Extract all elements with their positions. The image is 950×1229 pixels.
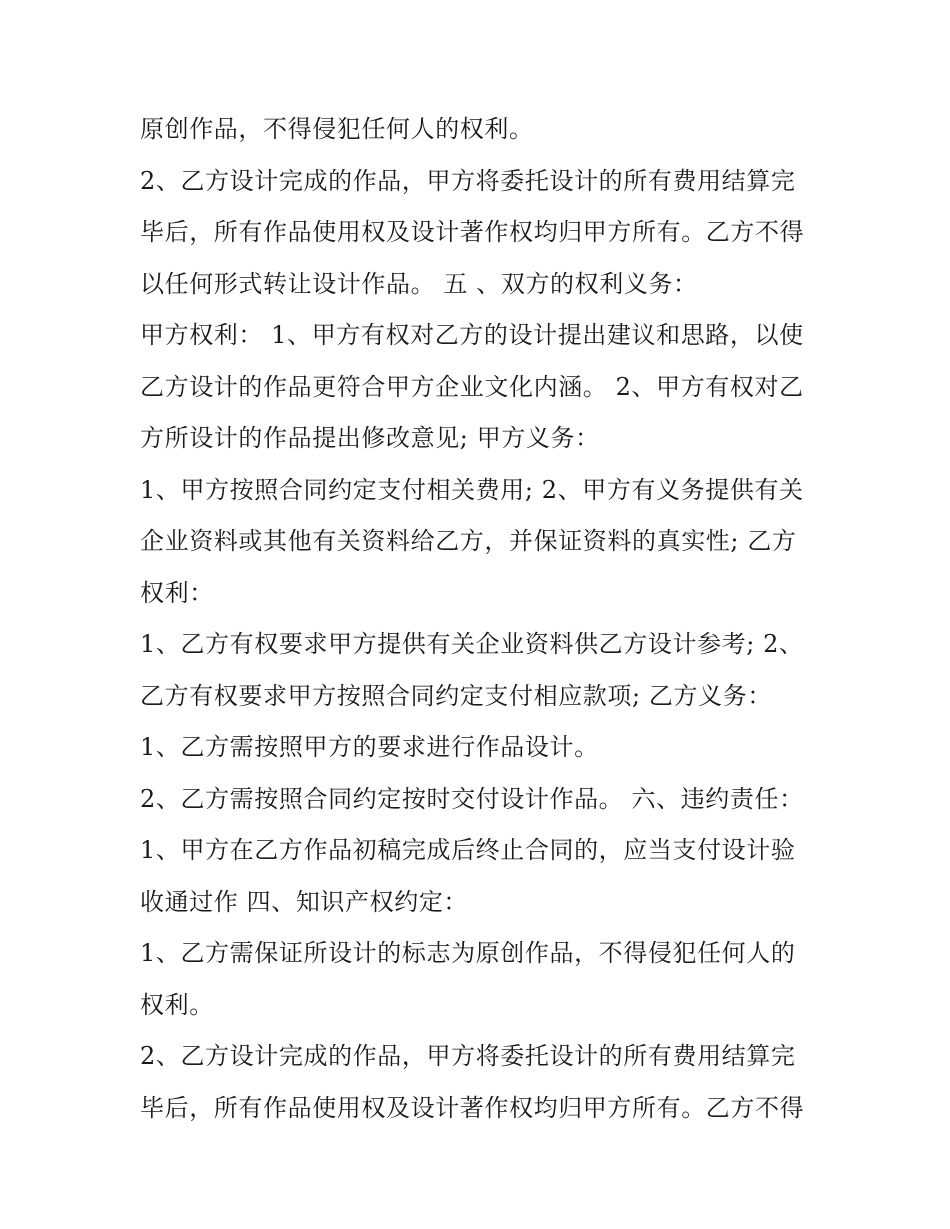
text-line: 甲方权利： 1、甲方有权对乙方的设计提出建议和思路，以使	[140, 321, 804, 349]
text-line: 乙方设计的作品更符合甲方企业文化内涵。 2、甲方有权对乙	[140, 372, 804, 401]
text-line: 毕后，所有作品使用权及设计著作权均归甲方所有。乙方不得	[140, 218, 805, 246]
text-line: 毕后，所有作品使用权及设计著作权均归甲方所有。乙方不得	[140, 1093, 805, 1122]
document-body	[140, 104, 830, 1134]
text-line: 1、甲方按照合同约定支付相关费用; 2、甲方有义务提供有关	[140, 475, 804, 504]
text-line: 方所设计的作品提出修改意见; 甲方义务：	[140, 424, 600, 452]
text-line: 2、乙方需按照合同约定按时交付设计作品。 六、违约责任：	[140, 784, 804, 813]
text-line: 1、甲方在乙方作品初稿完成后终止合同的，应当支付设计验	[140, 836, 796, 864]
text-line: 收通过作 四、知识产权约定：	[140, 887, 469, 916]
text-line: 权利：	[140, 578, 214, 607]
text-line: 2、乙方设计完成的作品，甲方将委托设计的所有费用结算完	[140, 1042, 796, 1070]
text-line: 1、乙方有权要求甲方提供有关企业资料供乙方设计参考; 2、	[140, 630, 804, 658]
text-line: 1、乙方需按照甲方的要求进行作品设计。	[140, 733, 599, 761]
text-line: 1、乙方需保证所设计的标志为原创作品，不得侵犯任何人的	[140, 939, 796, 967]
text-line: 以任何形式转让设计作品。 五 、双方的权利义务：	[140, 269, 698, 298]
text-line: 企业资料或其他有关资料给乙方，并保证资料的真实性; 乙方	[140, 527, 797, 555]
text-line: 乙方有权要求甲方按照合同约定支付相应款项; 乙方义务：	[140, 681, 772, 710]
text-line: 原创作品，不得侵犯任何人的权利。	[140, 115, 534, 143]
text-line: 权利。	[140, 990, 214, 1019]
text-line: 2、乙方设计完成的作品，甲方将委托设计的所有费用结算完	[140, 166, 796, 195]
